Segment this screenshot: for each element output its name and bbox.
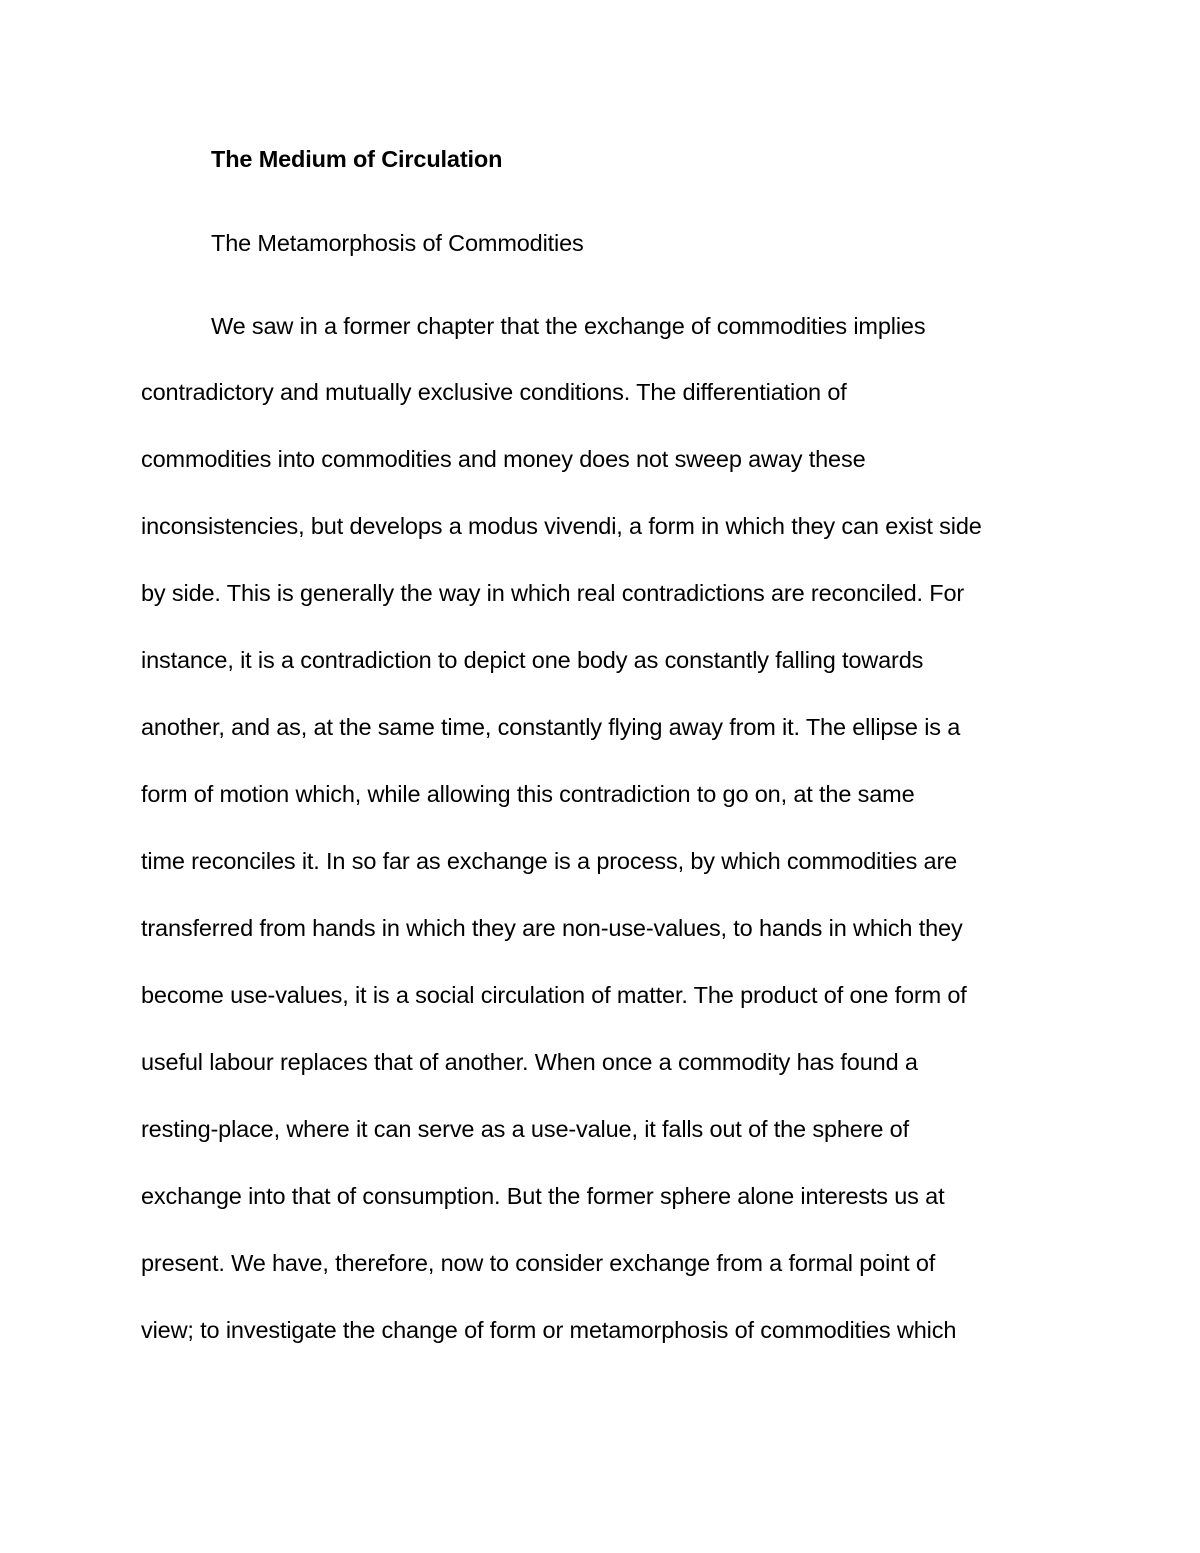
body-line: resting-place, where it can serve as a use-value, it falls out of the sphere of bbox=[141, 1116, 909, 1142]
body-line: transferred from hands in which they are non-use-values, to hands in which they bbox=[141, 915, 963, 941]
body-line: view; to investigate the change of form or metamorphosis of commodities which bbox=[141, 1317, 957, 1343]
document-subtitle: The Metamorphosis of Commodities bbox=[211, 230, 584, 256]
body-line: time reconciles it. In so far as exchange is a process, by which commodities are bbox=[141, 848, 958, 874]
body-line: by side. This is generally the way in which real contradictions are reconciled. For bbox=[141, 580, 965, 606]
body-line: inconsistencies, but develops a modus vivendi, a form in which they can exist side bbox=[141, 513, 982, 539]
body-line: present. We have, therefore, now to consider exchange from a formal point of bbox=[141, 1250, 936, 1276]
body-line: another, and as, at the same time, constantly flying away from it. The ellipse is a bbox=[141, 714, 961, 740]
body-line: contradictory and mutually exclusive conditions. The differentiation of bbox=[141, 379, 847, 405]
body-line: instance, it is a contradiction to depict one body as constantly falling towards bbox=[141, 647, 924, 673]
body-line: useful labour replaces that of another. When once a commodity has found a bbox=[141, 1049, 918, 1075]
document-title: The Medium of Circulation bbox=[211, 146, 503, 172]
body-line: exchange into that of consumption. But the former sphere alone interests us at bbox=[141, 1183, 945, 1209]
body-line: form of motion which, while allowing this contradiction to go on, at the same bbox=[141, 781, 915, 807]
body-line: We saw in a former chapter that the exchange of commodities implies bbox=[211, 313, 926, 339]
body-line: become use-values, it is a social circulation of matter. The product of one form of bbox=[141, 982, 967, 1008]
body-line: commodities into commodities and money does not sweep away these bbox=[141, 446, 866, 472]
